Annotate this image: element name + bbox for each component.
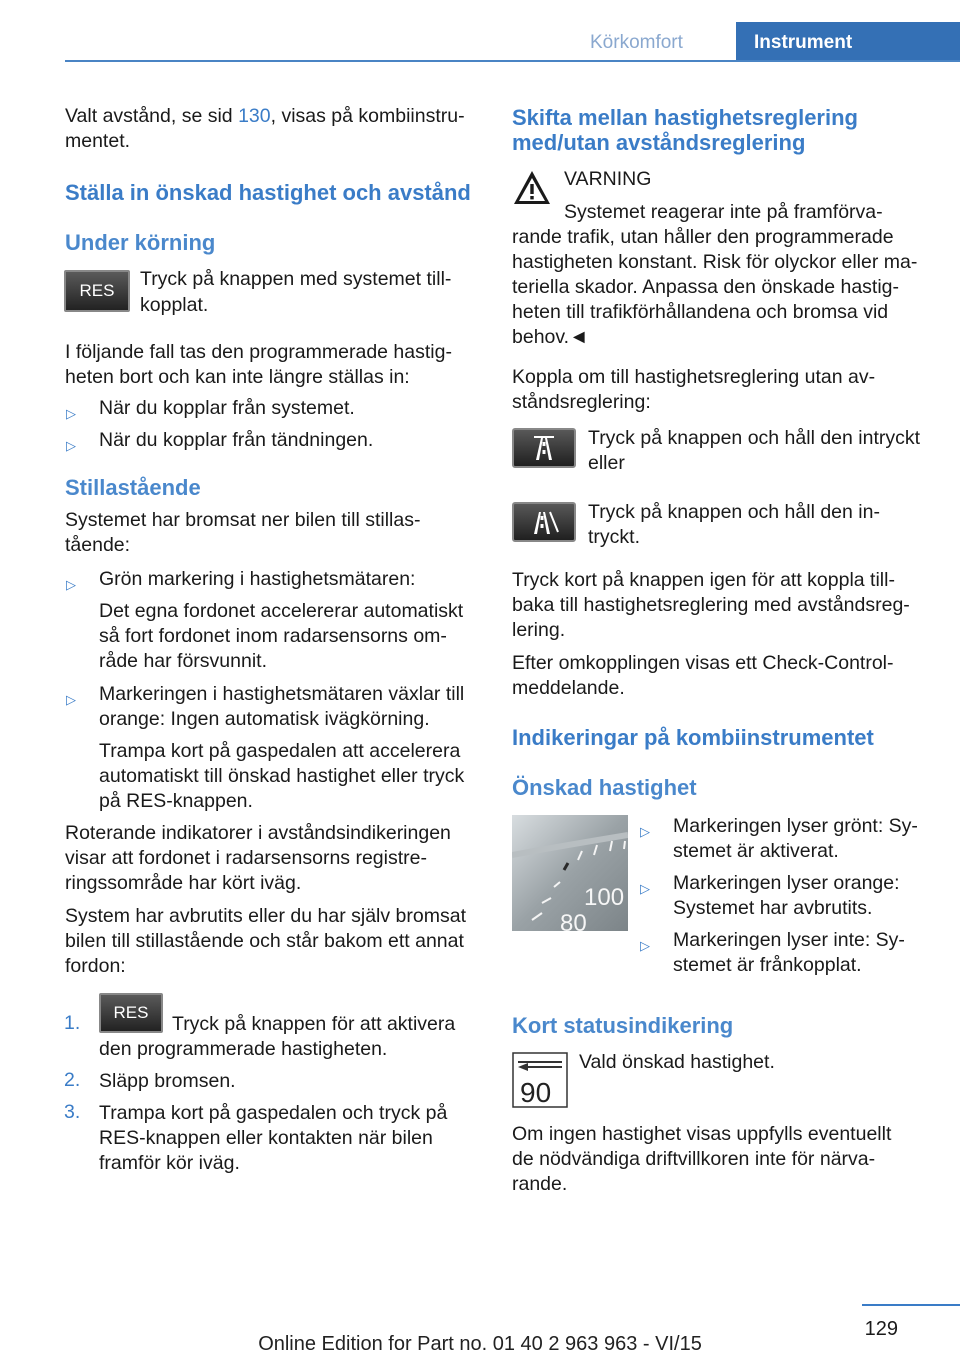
res-button-icon: RES: [99, 993, 163, 1033]
footer-rule: [862, 1304, 960, 1306]
step-number: 3.: [64, 1101, 81, 1123]
list-subtext: på RES-knappen.: [99, 790, 253, 812]
list-item: ▷ När du kopplar från systemet.: [99, 396, 355, 421]
aborted-text: fordon:: [65, 955, 126, 977]
page-link-130[interactable]: 130: [238, 105, 271, 127]
back-text: baka till hastighetsreglering med avståndsreg-: [512, 594, 910, 616]
switch-text: ståndsreglering:: [512, 391, 651, 413]
bullet-triangle-icon: ▷: [640, 881, 650, 896]
heading-indications: Indikeringar på kombiinstrumentet: [512, 725, 874, 750]
warning-icon: [512, 168, 552, 208]
warning-text: Systemet reagerar inte på framförva-: [564, 201, 883, 223]
step-3-text: framför kör iväg.: [99, 1152, 240, 1174]
list-subtext: stemet är aktiverat.: [673, 840, 839, 862]
none-text: de nödvändiga driftvillkoren inte för närva-: [512, 1148, 876, 1170]
chapter-tab: [736, 22, 960, 62]
heading-desired-speed: Önskad hastighet: [512, 775, 697, 800]
none-text: rande.: [512, 1173, 568, 1195]
list-item: ▷ Markeringen lyser grönt: Sy-: [673, 814, 918, 839]
lost-text-2: heten bort och kan inte längre ställas in:: [65, 366, 410, 388]
intro-line-1: Valt avstånd, se sid 130, visas på kombiinstru-: [65, 105, 465, 127]
status-speed-value: 90: [520, 1077, 552, 1108]
after-text: meddelande.: [512, 677, 625, 699]
warning-text: behov.◄: [512, 326, 589, 348]
back-text: Tryck kort på knappen igen för att koppla till-: [512, 569, 895, 591]
heading-set-speed: Ställa in önskad hastighet och avstånd: [65, 180, 471, 205]
rotating-text: visar att fordonet i radarsensorns registre-: [65, 847, 427, 869]
standstill-text-2: tående:: [65, 534, 131, 556]
rotating-text: ringssområde har kört iväg.: [65, 872, 302, 894]
aborted-text: System har avbrutits eller du har själv bromsat: [65, 905, 466, 927]
list-subtext: orange: Ingen automatisk ivägkörning.: [99, 708, 430, 730]
status-text: Vald önskad hastighet.: [579, 1051, 775, 1073]
standstill-text-1: Systemet har bromsat ner bilen till stillas-: [65, 509, 421, 531]
step-number: 2.: [64, 1069, 81, 1091]
warning-text: teriella skador. Anpassa den önskade hastig-: [512, 276, 900, 298]
heading-under-driving: Under körning: [65, 230, 216, 255]
list-subtext: Det egna fordonet accelererar automatiskt: [99, 600, 464, 622]
hold2-text: Tryck på knappen och håll den in-: [588, 501, 880, 523]
step-number: 1.: [64, 1012, 81, 1034]
warning-text: heten till trafikförhållandena och bromsa vid: [512, 301, 889, 323]
list-subtext: stemet är frånkopplat.: [673, 954, 862, 976]
warning-text: hastigheten konstant. Risk för olyckor eller ma-: [512, 251, 918, 273]
bullet-triangle-icon: ▷: [66, 406, 76, 421]
distance-button-icon: [512, 428, 576, 468]
back-text: lering.: [512, 619, 566, 641]
list-item: ▷ När du kopplar från tändningen.: [99, 428, 373, 453]
rotating-text: Roterande indikatorer i avståndsindikeringen: [65, 822, 451, 844]
driving-text-2: kopplat.: [140, 294, 209, 316]
step-2-text: Släpp bromsen.: [99, 1070, 236, 1092]
step-1-text: den programmerade hastigheten.: [99, 1038, 388, 1060]
gauge-label-80: 80: [560, 910, 587, 931]
heading-switch-2: med/utan avståndsreglering: [512, 130, 806, 155]
list-subtext: Trampa kort på gaspedalen att accelerera: [99, 740, 461, 762]
heading-short-status: Kort statusindikering: [512, 1013, 734, 1038]
gauge-label-100: 100: [584, 884, 625, 911]
none-text: Om ingen hastighet visas uppfylls eventuellt: [512, 1123, 892, 1145]
list-item: ▷ Markeringen i hastighetsmätaren växlar till: [99, 682, 464, 707]
switch-text: Koppla om till hastighetsreglering utan av-: [512, 366, 876, 388]
step-3-text: Trampa kort på gaspedalen och tryck på: [99, 1102, 448, 1124]
res-button-icon: RES: [64, 270, 130, 312]
after-text: Efter omkopplingen visas ett Check-Control-: [512, 652, 894, 674]
step-3-text: RES-knappen eller kontakten när bilen: [99, 1127, 433, 1149]
list-item: ▷ Grön markering i hastighetsmätaren:: [99, 567, 415, 592]
bullet-triangle-icon: ▷: [640, 824, 650, 839]
driving-text-1: Tryck på knappen med systemet till-: [140, 268, 452, 290]
section-title: Körkomfort: [590, 32, 683, 53]
step-1-text: Tryck på knappen för att aktivera: [172, 1013, 456, 1035]
warning-title: VARNING: [564, 168, 652, 190]
hold1-text: eller: [588, 452, 625, 474]
header-rule: [65, 60, 960, 62]
warning-text: rande trafik, utan håller den programmerade: [512, 226, 894, 248]
speed-status-icon: [512, 1052, 568, 1108]
list-subtext: automatiskt till önskad hastighet eller tryck: [99, 765, 465, 787]
bullet-triangle-icon: ▷: [640, 938, 650, 953]
bullet-triangle-icon: ▷: [66, 438, 76, 453]
hold2-text: tryckt.: [588, 526, 640, 548]
list-subtext: Systemet har avbrutits.: [673, 897, 873, 919]
list-item: ▷ Markeringen lyser inte: Sy-: [673, 928, 905, 953]
bullet-triangle-icon: ▷: [66, 692, 76, 707]
aborted-text: bilen till stillastående och står bakom ett annat: [65, 930, 464, 952]
hold1-text: Tryck på knappen och håll den intryckt: [588, 427, 921, 449]
lost-text-1: I följande fall tas den programmerade hastig-: [65, 341, 452, 363]
list-subtext: så fort fordonet inom radarsensorns om-: [99, 625, 447, 647]
list-subtext: råde har försvunnit.: [99, 650, 268, 672]
heading-switch-1: Skifta mellan hastighetsreglering: [512, 105, 858, 130]
bullet-triangle-icon: ▷: [66, 577, 76, 592]
speedometer-image: [512, 815, 628, 931]
distance-button-icon: [512, 502, 576, 542]
list-item: ▷ Markeringen lyser orange:: [673, 871, 900, 896]
footer-edition: Online Edition for Part no. 01 40 2 963 963 - VI/15: [258, 1333, 702, 1355]
heading-standstill: Stillastående: [65, 475, 201, 500]
page-number: 129: [864, 1318, 898, 1340]
chapter-tab-label: Instrument: [754, 32, 853, 53]
intro-line-2: mentet.: [65, 130, 131, 152]
